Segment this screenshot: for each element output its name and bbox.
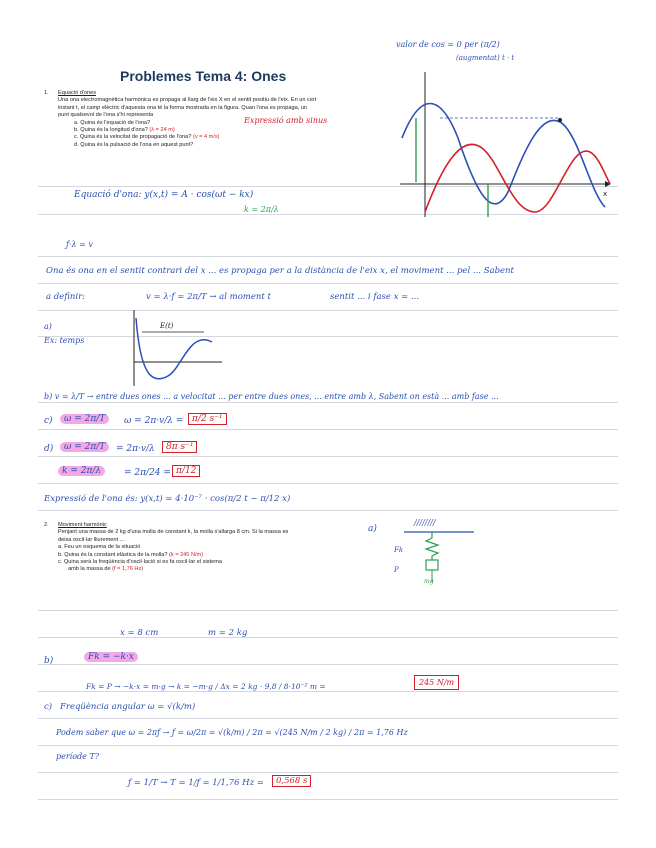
problem-2-item-answer: (k = 245 N/m) (169, 551, 204, 558)
explanation-line-2: a definir: (46, 292, 86, 302)
red-wave (425, 144, 610, 212)
small-wave (136, 318, 212, 379)
part-d-answer (162, 442, 197, 452)
problem-2-item-text: Feu un esquema de la situació (64, 544, 141, 551)
page-title: Problemes Tema 4: Ones (120, 68, 287, 84)
problem-2-item-text: Quina serà la freqüència d'oscil·lació si es fa oscil·lar el sistema (63, 559, 222, 566)
given-x: x = 8 cm (120, 628, 159, 638)
problem-2-line: deixa oscil·lar lliurement ... (58, 536, 125, 543)
sketch-ceiling: //////// (414, 518, 436, 527)
spring-icon (426, 532, 438, 560)
problem-1-item-text: Quina és la velocitat de propagació de l'ona? (79, 134, 192, 141)
sketch-mg: mg (424, 578, 434, 585)
sketch-fk: Fk (394, 546, 404, 554)
problem-2-item-answer: (f = 1,76 Hz) (112, 566, 144, 573)
spring-sketch (404, 528, 484, 588)
part2-b-answer (414, 678, 459, 687)
explanation-line-1: Ona és ona en el sentit contrari del x ... es propaga per a la distància de l'eix x, el moviment ... pel ... Sabent (46, 266, 514, 276)
problem-1-item-answer: (v = 4 m/s) (192, 134, 220, 141)
part-a-label: a) (44, 322, 52, 331)
problem-2-line: Penjant una massa de 2 kg d'una molla de constant k, la molla s'allarga 8 cm. Si la massa es (58, 529, 289, 536)
period-equation: ƒ = 1/T → T = 1/ƒ = 1/1,76 Hz = (128, 778, 264, 788)
explanation-line-2b: v = λ·f = 2π/T → al moment t (146, 292, 271, 302)
part-d-label: d) (44, 444, 54, 454)
problem-2-number: 2. (44, 522, 49, 528)
problem-1-item-label: c. (74, 134, 79, 141)
part2-b-box: 245 N/m (414, 675, 459, 690)
part-e-text: = 2π/24 = (124, 468, 171, 478)
problem-1-item-answer: (λ = 24 m) (149, 127, 175, 134)
problem-2-item-text: Quina és la constant elàstica de la molla? (64, 551, 168, 558)
part-e-highlight: k = 2π/λ (58, 466, 105, 476)
k-note: k = 2π/λ (244, 205, 279, 214)
part-c-text: ω = 2π·v/λ = (124, 416, 184, 426)
note-cos-sub: (augmentat) t · t (456, 54, 515, 62)
mass-block (426, 560, 438, 570)
part-d-box: 8π s⁻¹ (162, 441, 197, 453)
part-d-formula (60, 442, 109, 452)
part2-b-formula (84, 652, 138, 662)
part-c-answer (188, 414, 227, 424)
problem-2 (44, 522, 354, 574)
x-axis-arrow (605, 181, 611, 187)
period-question: període T? (56, 752, 100, 761)
part-d-text: = 2π·v/λ (116, 444, 155, 454)
part2-c-text: Freqüència angular ω = √(k/m) (60, 702, 196, 712)
part2-c-label: c) (44, 702, 53, 712)
small-graph-label: E(t) (160, 322, 174, 330)
axis-mark-x: x (603, 190, 608, 198)
problem-1-line: instant t, el camp elèctric d'aquesta ona té la forma mostrada en la figura. Quan l'ona es propaga, un (58, 104, 308, 111)
part-c-formula (60, 414, 109, 424)
vt-note: ƒ·λ = v (66, 240, 93, 249)
problem-1-line: punt qualsevol de l'ona s'hi representa (58, 112, 154, 119)
given-m: m = 2 kg (208, 628, 248, 638)
part-e-answer (172, 466, 200, 476)
problem-2-item-label: a. (58, 544, 63, 551)
part-e-formula (58, 466, 105, 476)
problem-2-item-text: amb la massa de (68, 566, 111, 573)
part2-b-highlight: Fk = −k·x (84, 652, 138, 662)
problem-1-item-label: d. (74, 141, 79, 148)
problem-2-item-label: b. (58, 551, 63, 558)
part-b-line: b) v = λ/T → entre dues ones ... a velocitat ... per entre dues ones, ... entre amb λ, Sabent on està ... amb fase ... (44, 392, 499, 401)
part-c-label: c) (44, 416, 53, 426)
problem-2-heading: Moviment harmònic (58, 522, 107, 528)
small-graph (124, 310, 224, 390)
problem-1-item-label: b. (74, 127, 79, 134)
part-c-highlight: ω = 2π/T (60, 414, 109, 424)
part2-b-label: b) (44, 656, 54, 666)
wave-graph (400, 72, 615, 222)
part-d-highlight: ω = 2π/T (60, 442, 109, 452)
wave-peak-dot (558, 118, 562, 122)
note-cos-top: valor de cos = 0 per (π/2) (396, 40, 500, 49)
problem-1-item-label: a. (74, 119, 79, 126)
period-answer (272, 776, 311, 786)
part-c-box: π/2 s⁻¹ (188, 413, 227, 425)
final-wave-expression: Expressió de l'ona és: y(x,t) = 4·10⁻⁷ · cos(π/2 t − π/12 x) (44, 494, 291, 504)
problem-1-line: Una ona electromagnètica harmònica es propaga al llarg de l'eix X en el sentit positiu de l'eix. En un cert (58, 97, 317, 104)
problem-1-item-text: Quina és la pulsació de l'ona en aquest punt? (80, 141, 194, 148)
problem-1-number: 1. (44, 90, 49, 96)
problem-2-item-label: c. (58, 559, 63, 566)
explanation-line-2c: sentit ... i fase x = ... (330, 292, 420, 302)
sketch-label: a) (368, 524, 377, 534)
period-box: 0,568 s (272, 775, 311, 787)
problem-1-item-text: Quina és l'equació de l'ona? (80, 119, 151, 126)
problem-1-heading: Equació d'ones (58, 90, 97, 96)
part-a-text: Ex: temps (44, 336, 85, 345)
part2-c-line: Podem saber que ω = 2πƒ → ƒ = ω/2π = √(k/m) / 2π = √(245 N/m / 2 kg) / 2π = 1,76 Hz (56, 728, 408, 737)
part2-b-equation: Fk = P → −k·x = m·g → k = −m·g / Δx = 2 kg · 9,8 / 8·10⁻² m = (86, 682, 326, 691)
problem-1-item-text: Quina és la longitud d'ona? (80, 127, 148, 134)
part-e-box: π/12 (172, 465, 200, 477)
red-note-sinus: Expressió amb sinus (244, 116, 328, 125)
general-equation: Equació d'ona: y(x,t) = A · cos(ωt − kx) (74, 190, 254, 200)
sketch-p: P (394, 566, 399, 574)
